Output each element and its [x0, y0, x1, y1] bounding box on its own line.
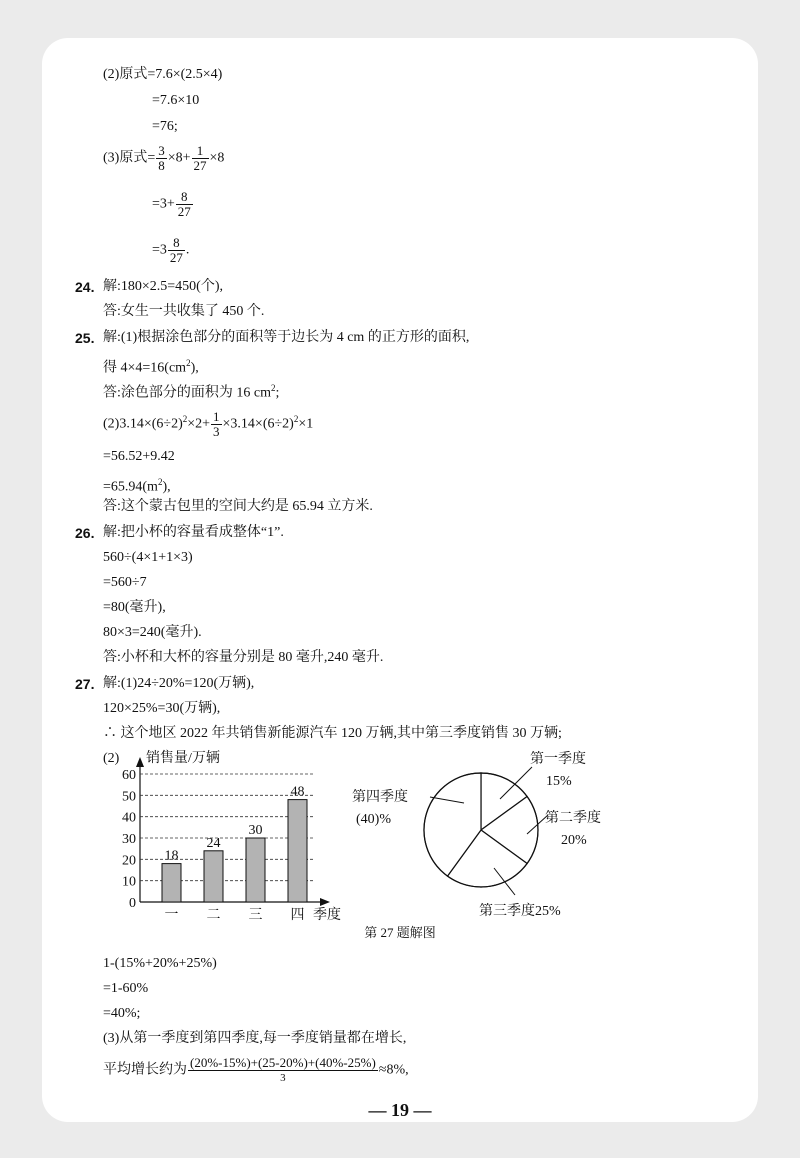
q27-line-4: (2) [103, 751, 120, 766]
fraction: $\frac{8}{27}$ [177, 189, 191, 219]
fraction: $\frac{1}{27}$ [193, 143, 207, 173]
q27-line-9: 平均增长约为 $\frac{(20\%-15\%)+(25-20\%)+(40\%-25\%)}{3}$ ≈8%, [103, 1055, 409, 1084]
y-tick-label: 60 [122, 768, 136, 783]
fraction: $\frac{3}{8}$ [158, 143, 165, 173]
bar-value-label: 30 [248, 823, 263, 838]
fraction: $\frac{1}{3}$ [213, 409, 220, 439]
bar [288, 800, 307, 902]
q27-line-3: ∴ 这个地区 2022 年共销售新能源汽车 120 万辆,其中第三季度销售 30 万辆; [103, 726, 562, 741]
pie-label-q4-name: 第四季度 [352, 790, 408, 805]
x-tick-label: 四 [290, 908, 305, 923]
q23-line-2: =7.6×10 [152, 93, 200, 108]
y-tick-label: 40 [122, 810, 136, 826]
y-tick-label: 20 [122, 853, 136, 869]
q25-line-2: 得 $4\times 4=16(cm^2)$, [103, 358, 199, 376]
question-number-24: 24. [75, 279, 95, 295]
y-tick-label: 50 [122, 789, 136, 805]
fraction: $\frac{8}{27}$ [169, 235, 183, 265]
pie-chart [352, 750, 601, 919]
x-tick-label: 一 [164, 908, 179, 923]
pie-label-q1-name: 第一季度 [530, 752, 586, 767]
q27-line-7: =40%; [103, 1006, 141, 1021]
bar-value-label: 24 [206, 835, 221, 851]
y-axis-arrow [136, 757, 144, 767]
q27-line-8: (3)从第一季度到第四季度,每一季度销量都在增长, [103, 1031, 407, 1046]
question-number-25: 25. [75, 330, 95, 346]
q25-line-7: 答:这个蒙古包里的空间大约是 65.94 立方米. [103, 499, 373, 514]
q27-line-2: 120×25%=30(万辆), [103, 701, 221, 716]
pie-label-q2-value: 20% [561, 833, 587, 848]
q27-line-6: =1-60% [103, 981, 149, 996]
fraction: $\frac{(20\%-15\%)+(25-20\%)+(40\%-25\%)}{3}$ [190, 1055, 376, 1084]
y-tick-label: 30 [122, 832, 136, 847]
bar-chart [122, 749, 341, 923]
q25-line-4: $(2)3.14\times(6\div 2)^2\times 2+$ $\frac{1}{3}$ $\times 3.14\times(6\div 2)^2\times 1$ [103, 409, 314, 439]
y-tick-label: 0 [129, 896, 136, 911]
q26-line-3: =560÷7 [103, 575, 147, 590]
x-tick-label: 二 [206, 908, 221, 923]
bar-value-label: 48 [290, 784, 305, 800]
q26-line-6: 答:小杯和大杯的容量分别是 80 毫升,240 毫升. [103, 650, 384, 665]
question-number-26: 26. [75, 525, 95, 541]
x-tick-label: 三 [248, 908, 263, 923]
q25-line-5: =56.52+9.42 [103, 449, 175, 464]
q25-line-1: 解:(1)根据涂色部分的面积等于边长为 4 cm 的正方形的面积, [103, 330, 470, 345]
q27-line-1: 解:(1)24÷20%=120(万辆), [103, 676, 255, 691]
y-tick-label: 10 [122, 874, 136, 890]
q23-line-1: (2)原式=7.6×(2.5×4) [103, 67, 223, 82]
bar-value-label: 18 [164, 848, 179, 864]
q23-line-5: =3+ $\frac{8}{27}$ [152, 189, 191, 219]
q23-line-4: (3)原式= $\frac{3}{8}$ ×8+ $\frac{1}{27}$ ×8 [103, 143, 225, 173]
y-axis-label: 销售量/万辆 [146, 751, 220, 766]
q26-line-4: =80(毫升), [103, 600, 166, 615]
q26-line-5: 80×3=240(毫升). [103, 625, 202, 640]
x-axis-label: 季度 [313, 908, 341, 923]
q27-line-5: 1-(15%+20%+25%) [103, 956, 217, 971]
figure-27 [0, 745, 800, 945]
bar [162, 864, 181, 902]
q26-line-2: 560÷(4×1+1×3) [103, 550, 193, 565]
pie-label-q4-value: (40)% [356, 812, 391, 827]
q24-line-2: 答:女生一共收集了 450 个. [103, 304, 265, 319]
bar [246, 838, 265, 902]
x-axis-arrow [320, 898, 330, 906]
pie-label-q1-value: 15% [546, 774, 572, 789]
bar [204, 851, 223, 902]
q25-line-6: $=65.94(m^2)$, [103, 477, 171, 495]
page-number: — 19 — [368, 1100, 432, 1120]
pie-label-q2-name: 第二季度 [545, 811, 601, 826]
q23-line-3: =76; [152, 119, 178, 134]
question-number-27: 27. [75, 676, 95, 692]
q25-line-3: 答:涂色部分的面积为 16 $cm^2$; [103, 383, 280, 401]
q26-line-1: 解:把小杯的容量看成整体“1”. [103, 525, 284, 540]
q24-line-1: 解:180×2.5=450(个), [103, 279, 224, 294]
pie-label-q3: 第三季度25% [479, 904, 561, 919]
figure-caption: 第 27 题解图 [364, 925, 436, 940]
q23-line-6: =3 $\frac{8}{27}$ . [152, 235, 190, 265]
